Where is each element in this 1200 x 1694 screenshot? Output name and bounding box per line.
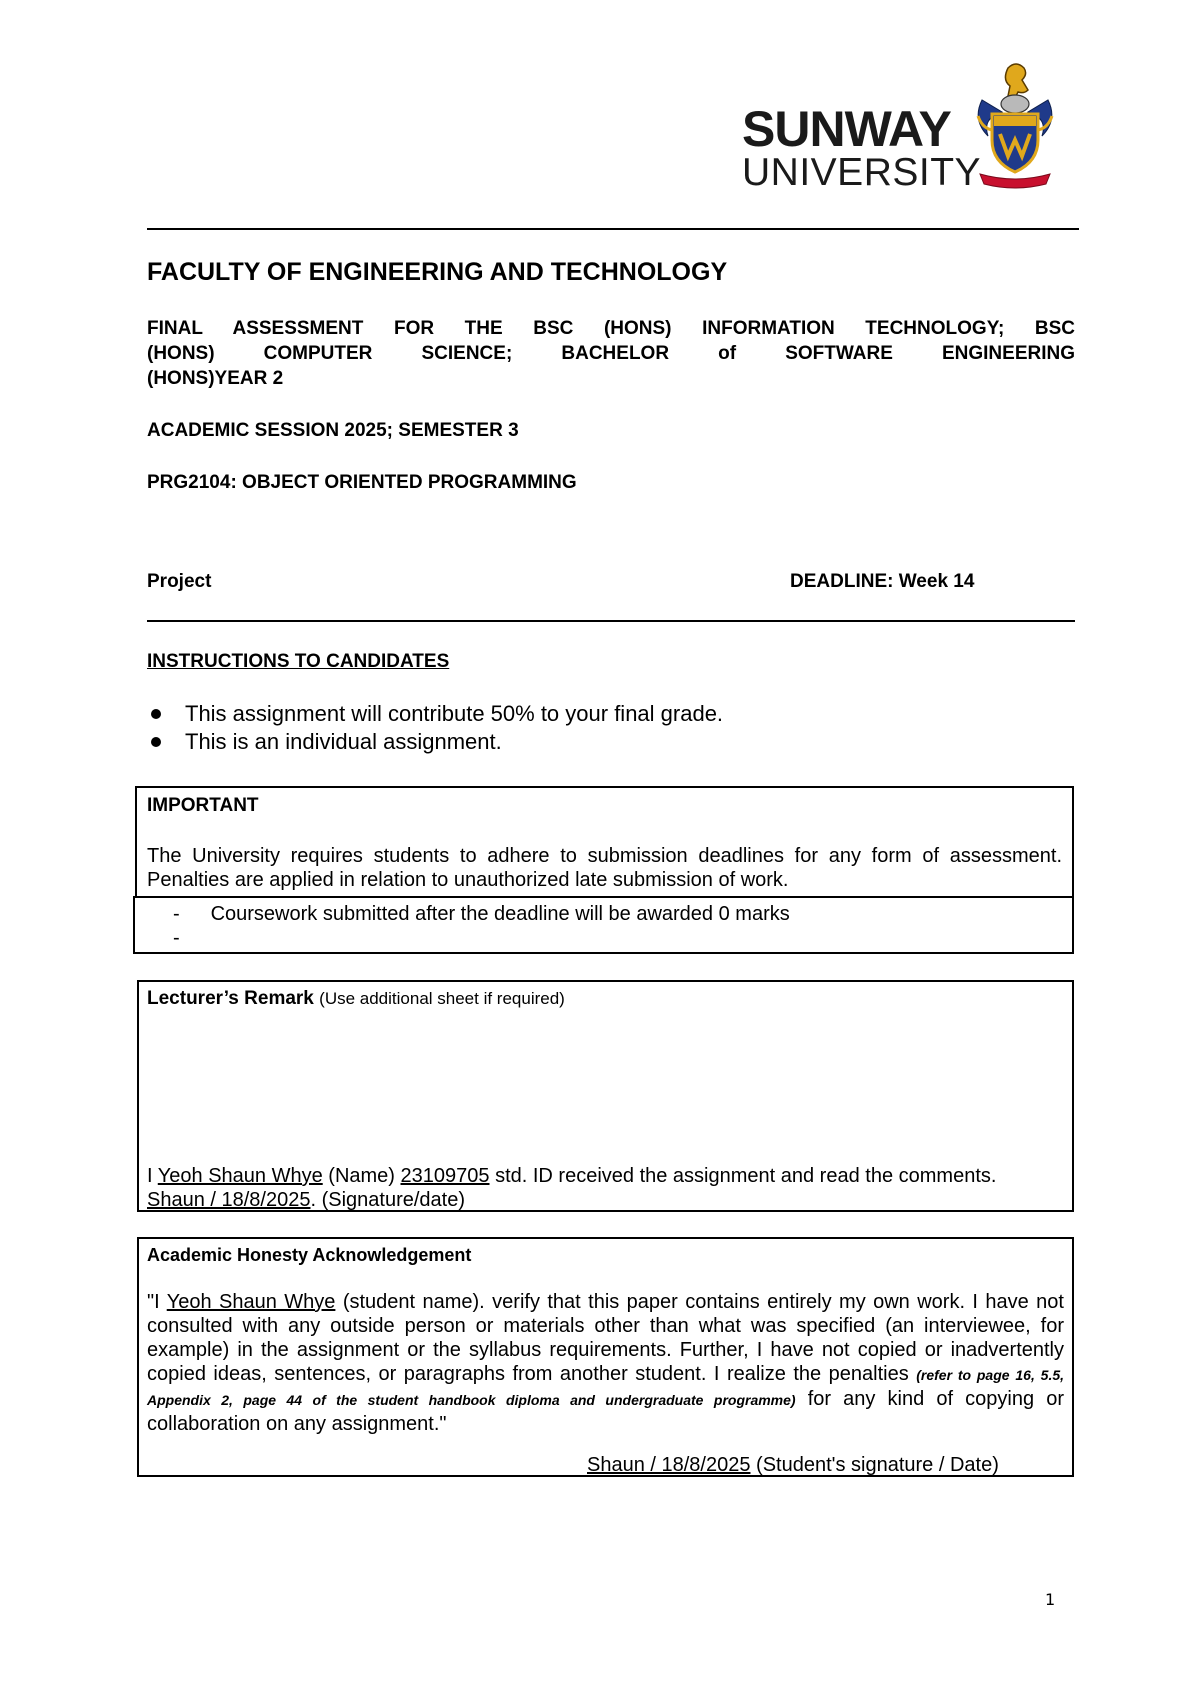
lecturer-remark-box <box>137 980 1074 1212</box>
assessment-title-line: (HONS) COMPUTER SCIENCE; BACHELOR of SOFTWARE ENGINEERING <box>147 343 1075 364</box>
quote-open: "I <box>147 1291 160 1313</box>
list-item <box>145 700 1045 728</box>
student-id: 23109705 <box>400 1165 490 1187</box>
dash-marker: - <box>173 927 180 949</box>
logo-wordmark-sunway: SUNWAY <box>742 101 951 157</box>
honesty-title: Academic Honesty Acknowledgement <box>147 1245 472 1265</box>
student-signature: Shaun / 18/8/2025 <box>587 1454 751 1476</box>
remark-pronoun: I <box>147 1165 153 1187</box>
important-rules-box <box>133 896 1074 954</box>
remark-title: Lecturer’s Remark <box>147 988 314 1009</box>
faculty-heading: FACULTY OF ENGINEERING AND TECHNOLOGY <box>147 258 728 286</box>
important-box <box>135 786 1074 898</box>
honesty-statement <box>147 1290 1064 1436</box>
honesty-signature-line <box>587 1453 999 1477</box>
university-crest-icon <box>970 60 1060 190</box>
list-item-text: This is an individual assignment. <box>185 729 502 754</box>
page-number: 1 <box>1045 1590 1056 1609</box>
signature-label: (Student's signature / Date) <box>756 1454 999 1476</box>
course-title: PRG2104: OBJECT ORIENTED PROGRAMMING <box>147 472 577 493</box>
assessment-title-line: (HONS)YEAR 2 <box>147 368 284 389</box>
instructions-heading: INSTRUCTIONS TO CANDIDATES <box>147 651 450 672</box>
list-item <box>135 902 1062 926</box>
assessment-title-line: FINAL ASSESSMENT FOR THE BSC (HONS) INFORMATION TECHNOLOGY; BSC <box>147 318 1075 339</box>
rule-text: Coursework submitted after the deadline will be awarded 0 marks <box>210 903 790 925</box>
top-divider <box>147 228 1079 230</box>
remark-heading <box>147 988 1064 1010</box>
section-divider <box>147 620 1075 622</box>
bullet-icon <box>151 737 161 747</box>
important-heading: IMPORTANT <box>147 795 259 816</box>
bullet-icon <box>151 709 161 719</box>
deadline: DEADLINE: Week 14 <box>790 571 975 592</box>
list-item <box>145 728 1045 756</box>
assessment-type: Project <box>147 571 212 592</box>
logo-wordmark-university: UNIVERSITY <box>742 151 982 194</box>
dash-marker: - <box>173 903 180 925</box>
list-item-text: This assignment will contribute 50% to your final grade. <box>185 701 724 726</box>
university-logo <box>742 60 1060 194</box>
instructions-list <box>145 700 1045 756</box>
important-text: The University requires students to adhere to submission deadlines for any form of assessment. Penalties are applied in relation to unauthorized late submission of work. <box>147 845 1062 891</box>
handbook-reference: (refer to page 16, 5.5, Appendix 2, page 44 of the student handbook diploma and undergraduate programme) <box>147 1367 1065 1408</box>
signature-label: . (Signature/date) <box>310 1189 466 1211</box>
honesty-text-end: for any kind of copying or collaboration on any assignment." <box>147 1388 1064 1435</box>
remark-acknowledgement <box>147 1164 1066 1212</box>
name-label: (Name) <box>328 1165 395 1187</box>
list-item <box>135 926 1062 950</box>
remark-note: (Use additional sheet if required) <box>319 989 565 1008</box>
assessment-title <box>147 316 1075 391</box>
honesty-text: (student name). verify that this paper contains entirely my own work. I have not consulted with any outside person or materials other than what was specified (an interviewee, for example) in the assignment or the syllabus requirements. Further, I have not copied or inadvertently copied ideas, sentences, or paragraphs from another student. I realize the penalties <box>147 1291 1064 1385</box>
received-text: std. ID received the assignment and read the comments. <box>495 1165 997 1187</box>
academic-honesty-box <box>137 1237 1074 1477</box>
honesty-student-name: Yeoh Shaun Whye <box>166 1291 336 1313</box>
remark-signature: Shaun / 18/8/2025 <box>147 1189 311 1211</box>
academic-session: ACADEMIC SESSION 2025; SEMESTER 3 <box>147 420 519 441</box>
student-name: Yeoh Shaun Whye <box>157 1165 323 1187</box>
